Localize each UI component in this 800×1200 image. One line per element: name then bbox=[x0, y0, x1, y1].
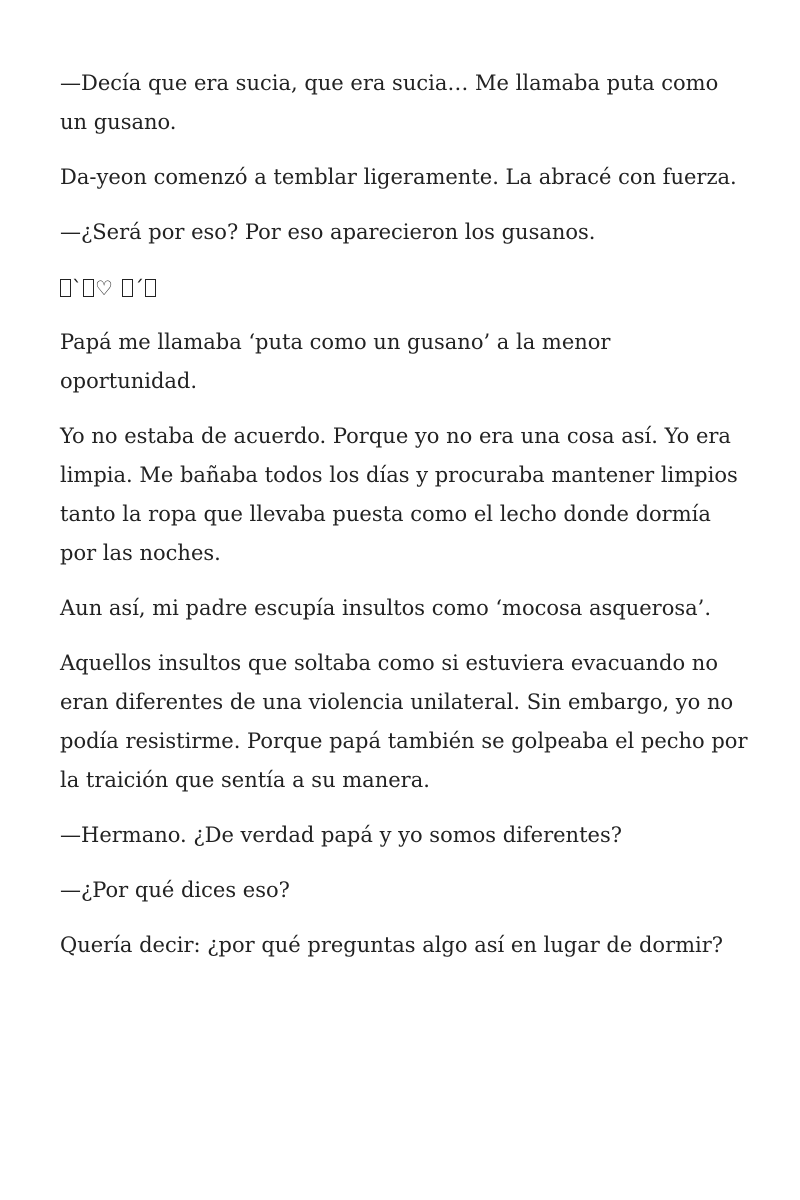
paragraph: Aquellos insultos que soltaba como si estuviera evacuando no eran diferentes de una violencia unilateral. Sin embargo, yo no podía resistirme. Porque papá también se golpeaba el pecho por la traición que sentía a su manera. bbox=[60, 651, 748, 792]
separator-grave: ` bbox=[72, 275, 82, 300]
paragraph: —Hermano. ¿De verdad papá y yo somos diferentes? bbox=[60, 823, 622, 847]
paragraph: —¿Será por eso? Por eso aparecieron los gusanos. bbox=[60, 220, 596, 244]
paragraph: Yo no estaba de acuerdo. Porque yo no era una cosa así. Yo era limpia. Me bañaba todos los días y procuraba mantener limpios tanto la ropa que llevaba puesta como el lecho donde dormía por las noches. bbox=[60, 424, 738, 565]
paragraph: Da-yeon comenzó a temblar ligeramente. La abracé con fuerza. bbox=[60, 165, 737, 189]
missing-glyph-icon bbox=[60, 279, 71, 297]
scene-separator bbox=[60, 268, 750, 307]
paragraph: —¿Por qué dices eso? bbox=[60, 878, 290, 902]
separator-acute: ´ bbox=[133, 275, 144, 300]
paragraph: Papá me llamaba ‘puta como un gusano’ a la menor oportunidad. bbox=[60, 330, 611, 393]
missing-glyph-icon bbox=[83, 279, 94, 297]
paragraph: Aun así, mi padre escupía insultos como ‘mocosa asquerosa’. bbox=[60, 596, 712, 620]
paragraph: —Decía que era sucia, que era sucia… Me llamaba puta como un gusano. bbox=[60, 71, 719, 134]
heart-icon: ♡ bbox=[95, 275, 113, 300]
paragraph: Quería decir: ¿por qué preguntas algo así en lugar de dormir? bbox=[60, 933, 724, 957]
missing-glyph-icon bbox=[145, 279, 156, 297]
missing-glyph-icon bbox=[122, 279, 133, 297]
document-page bbox=[60, 64, 750, 981]
